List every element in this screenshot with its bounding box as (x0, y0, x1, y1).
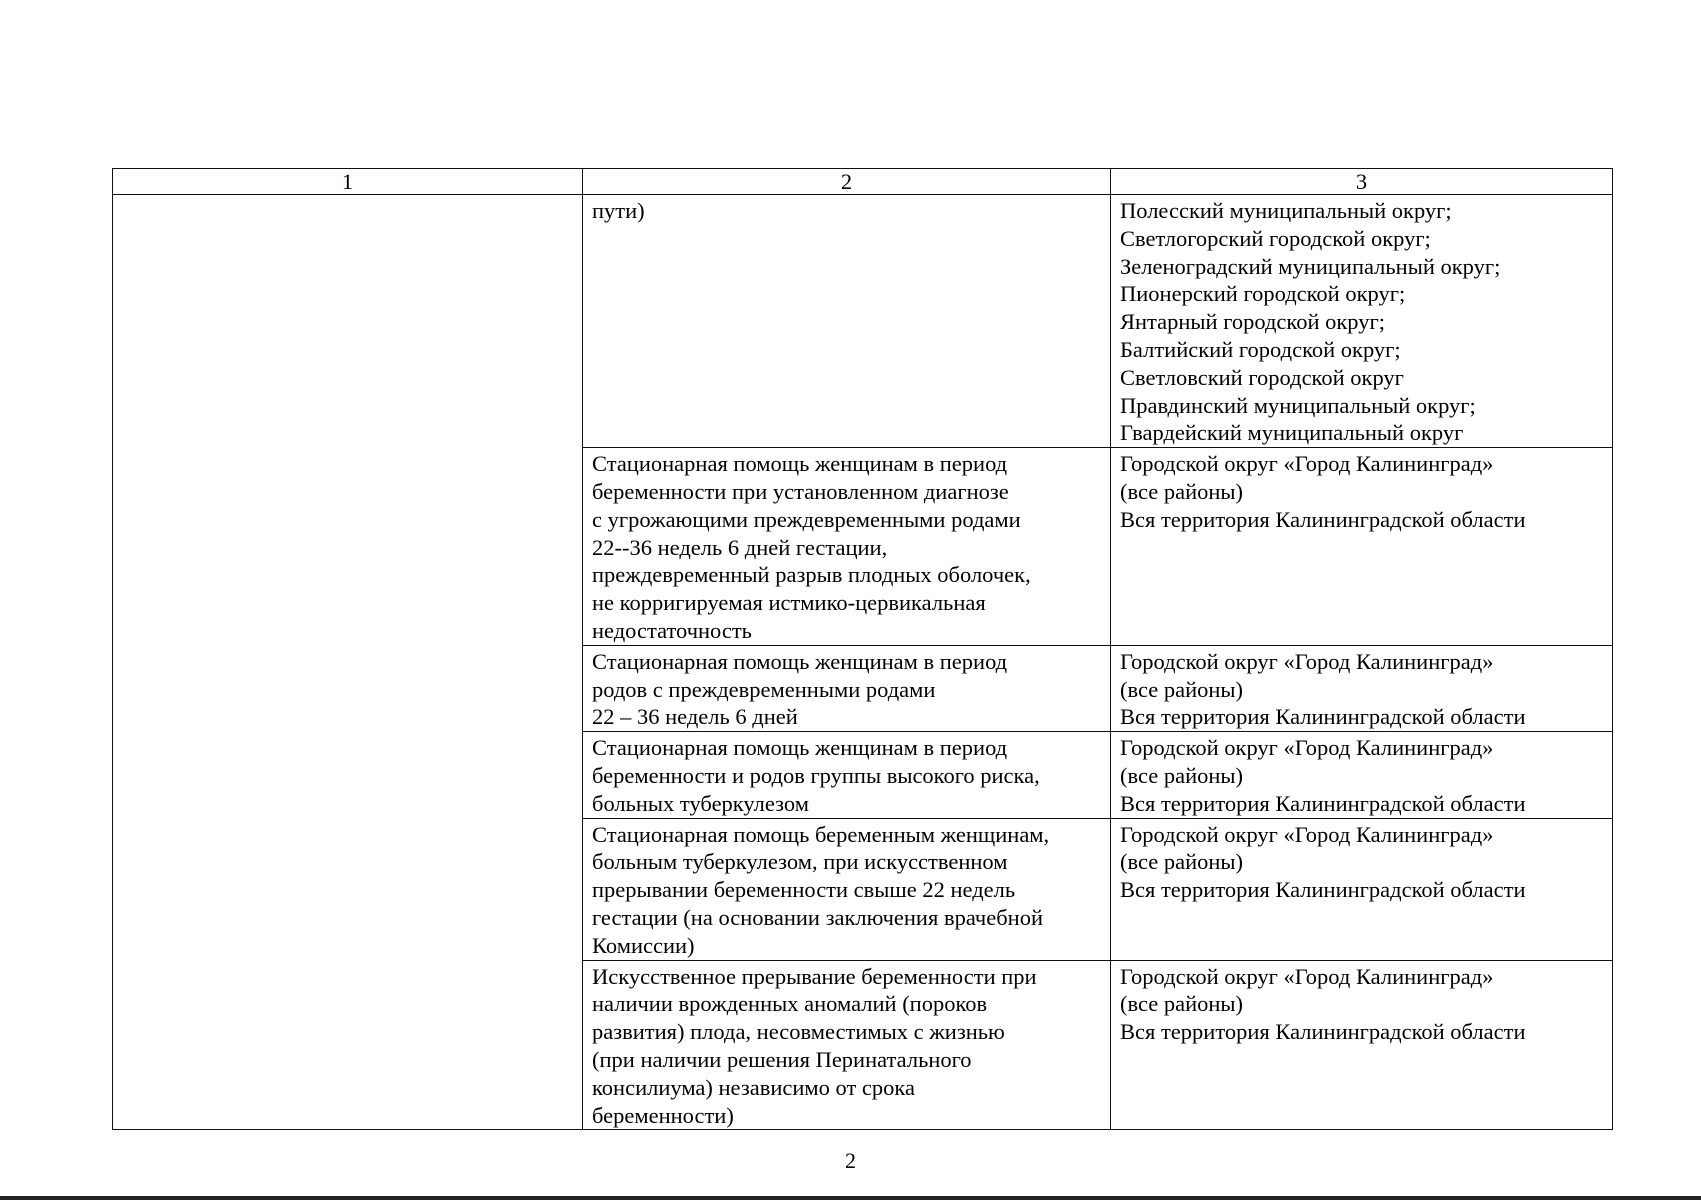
row-cell-service: Стационарная помощь женщинам в период родов с преждевременными родами 22 – 36 недель 6 дней (583, 645, 1111, 731)
row-cell-service: Стационарная помощь женщинам в период беременности при установленном диагнозе с угрожающими преждевременными родами 22--36 недель 6 дней гестации, преждевременный разрыв плодных оболочек, не корригируемая истмико-цервикальная недостаточность (583, 448, 1111, 646)
document-table (112, 168, 1613, 1130)
row-cell-territory: Городской округ «Город Калининград» (все районы) Вся территория Калининградской области (1111, 448, 1613, 646)
row-cell-service: Стационарная помощь беременным женщинам, больным туберкулезом, при искусственном прерывании беременности свыше 22 недель гестации (на основании заключения врачебной Комиссии) (583, 818, 1111, 960)
row-cell-col1 (113, 195, 583, 1130)
page-number: 2 (845, 1148, 856, 1173)
row-cell-territory: Городской округ «Город Калининград» (все районы) Вся территория Калининградской области (1111, 818, 1613, 960)
row-cell-territory: Полесский муниципальный округ; Светлогорский городской округ; Зеленоградский муниципальный округ; Пионерский городской округ; Янтарный городской округ; Балтийский городской округ; Светловский городской округ Правдинский муниципальный округ; Гвардейский муниципальный округ (1111, 195, 1613, 448)
row-cell-service: Искусственное прерывание беременности при наличии врожденных аномалий (пороков развития) плода, несовместимых с жизнью (при наличии решения Перинатального консилиума) независимо от срока беременности) (583, 960, 1111, 1130)
row-cell-territory: Городской округ «Город Калининград» (все районы) Вся территория Калининградской области (1111, 732, 1613, 818)
column-header-3: 3 (1111, 169, 1613, 195)
table-header-row (113, 169, 1613, 195)
row-cell-territory: Городской округ «Город Калининград» (все районы) Вся территория Калининградской области (1111, 645, 1613, 731)
column-header-2: 2 (583, 169, 1111, 195)
table-row (113, 195, 1613, 448)
row-cell-territory: Городской округ «Город Калининград» (все районы) Вся территория Калининградской области (1111, 960, 1613, 1130)
row-cell-service: Стационарная помощь женщинам в период беременности и родов группы высокого риска, больных туберкулезом (583, 732, 1111, 818)
scan-bottom-edge (0, 1196, 1701, 1200)
row-cell-service: пути) (583, 195, 1111, 448)
column-header-1: 1 (113, 169, 583, 195)
